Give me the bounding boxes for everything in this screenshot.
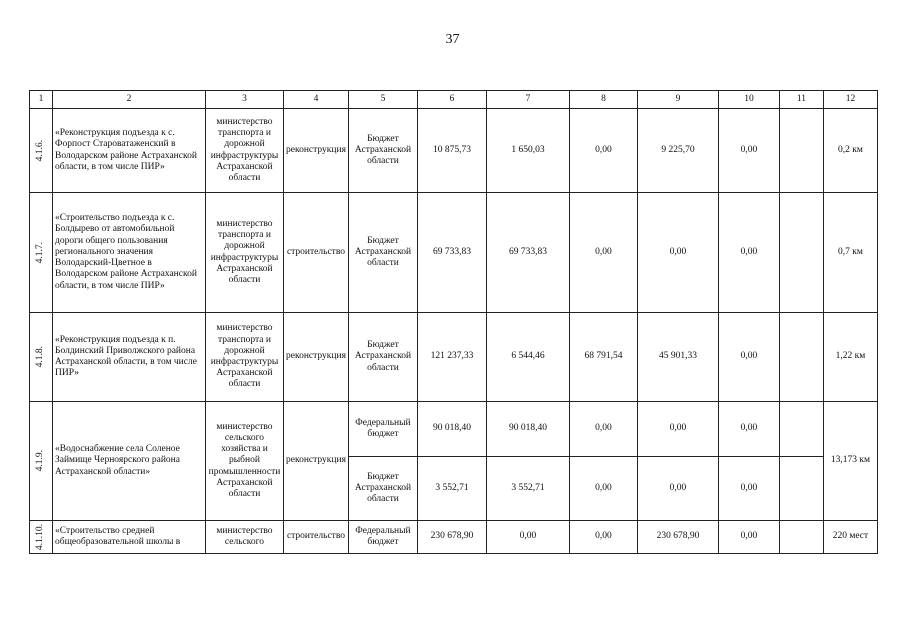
value-col6: 90 018,40 [417, 402, 486, 457]
value-col11 [779, 521, 823, 554]
column-header: 2 [53, 91, 206, 109]
funding-source: Бюджет Астраханской области [348, 193, 417, 313]
value-col10: 0,00 [718, 109, 779, 193]
value-col9: 230 678,90 [637, 521, 718, 554]
table-row [30, 313, 878, 402]
table-row [30, 402, 878, 457]
value-col8: 0,00 [569, 109, 637, 193]
program-table [29, 90, 878, 554]
item-type: строительство [284, 193, 349, 313]
value-col11 [779, 193, 823, 313]
item-name: «Строительство подъезда к с. Болдырево от автомобильной дороги общего пользования регионального значения Володарский-Цветное в Володарском районе Астраханской области, в том числе ПИР» [53, 193, 206, 313]
funding-source: Федеральный бюджет [348, 521, 417, 554]
item-number-cell [30, 193, 53, 313]
column-header: 5 [348, 91, 417, 109]
item-name: «Водоснабжение села Соленое Займище Черноярского района Астраханской области» [53, 402, 206, 521]
item-name: «Реконструкция подъезда к п. Болдинский Приволжского района Астраханской области, в том числе ПИР» [53, 313, 206, 402]
item-number-cell [30, 109, 53, 193]
item-name: «Строительство средней общеобразовательной школы в [53, 521, 206, 554]
funding-source: Федеральный бюджет [348, 402, 417, 457]
item-executor: министерство транспорта и дорожной инфраструктуры Астраханской области [206, 109, 284, 193]
item-type: реконструкция [284, 313, 349, 402]
value-col7: 69 733,83 [486, 193, 569, 313]
item-executor: министерство транспорта и дорожной инфраструктуры Астраханской области [206, 313, 284, 402]
value-col6: 3 552,71 [417, 457, 486, 521]
value-col11 [779, 313, 823, 402]
item-type: реконструкция [284, 402, 349, 521]
column-header: 10 [718, 91, 779, 109]
column-header: 3 [206, 91, 284, 109]
item-executor: министерство транспорта и дорожной инфраструктуры Астраханской области [206, 193, 284, 313]
item-number-cell [30, 402, 53, 521]
table-row [30, 109, 878, 193]
column-header: 9 [637, 91, 718, 109]
value-col9: 0,00 [637, 457, 718, 521]
value-col10: 0,00 [718, 313, 779, 402]
column-header: 1 [30, 91, 53, 109]
item-name: «Реконструкция подъезда к с. Форпост Староватаженский в Володарском районе Астраханской области, в том числе ПИР» [53, 109, 206, 193]
funding-source: Бюджет Астраханской области [348, 109, 417, 193]
item-number: 4.1.7. [35, 241, 46, 264]
value-col10: 0,00 [718, 457, 779, 521]
value-col7: 90 018,40 [486, 402, 569, 457]
value-col7: 6 544,46 [486, 313, 569, 402]
item-result: 0,2 км [823, 109, 877, 193]
item-number: 4.1.6. [35, 139, 46, 162]
value-col6: 10 875,73 [417, 109, 486, 193]
item-number-cell [30, 313, 53, 402]
value-col7: 3 552,71 [486, 457, 569, 521]
page-number: 37 [445, 32, 460, 47]
value-col9: 45 901,33 [637, 313, 718, 402]
value-col6: 230 678,90 [417, 521, 486, 554]
column-header: 4 [284, 91, 349, 109]
value-col8: 0,00 [569, 193, 637, 313]
value-col10: 0,00 [718, 402, 779, 457]
value-col9: 0,00 [637, 402, 718, 457]
funding-source: Бюджет Астраханской области [348, 313, 417, 402]
item-result: 1,22 км [823, 313, 877, 402]
item-result: 220 мест [823, 521, 877, 554]
value-col9: 9 225,70 [637, 109, 718, 193]
item-type: строительство [284, 521, 349, 554]
value-col9: 0,00 [637, 193, 718, 313]
value-col10: 0,00 [718, 521, 779, 554]
value-col6: 69 733,83 [417, 193, 486, 313]
value-col8: 0,00 [569, 402, 637, 457]
value-col8: 0,00 [569, 457, 637, 521]
column-header: 6 [417, 91, 486, 109]
item-number: 4.1.10. [35, 523, 46, 551]
value-col7: 1 650,03 [486, 109, 569, 193]
table-row [30, 193, 878, 313]
table-row [30, 521, 878, 554]
value-col11 [779, 457, 823, 521]
value-col10: 0,00 [718, 193, 779, 313]
item-result: 13,173 км [823, 402, 877, 521]
item-executor: министерство сельского хозяйства и рыбной промышленности Астраханской области [206, 402, 284, 521]
funding-source: Бюджет Астраханской области [348, 457, 417, 521]
value-col8: 0,00 [569, 521, 637, 554]
item-executor: министерство сельского [206, 521, 284, 554]
column-header: 11 [779, 91, 823, 109]
item-number: 4.1.8. [35, 346, 46, 368]
item-number-cell [30, 521, 53, 554]
column-header-row [30, 91, 878, 109]
value-col8: 68 791,54 [569, 313, 637, 402]
value-col6: 121 237,33 [417, 313, 486, 402]
column-header: 8 [569, 91, 637, 109]
value-col11 [779, 402, 823, 457]
item-result: 0,7 км [823, 193, 877, 313]
column-header: 12 [823, 91, 877, 109]
item-number: 4.1.9. [35, 450, 46, 472]
value-col11 [779, 109, 823, 193]
column-header: 7 [486, 91, 569, 109]
value-col7: 0,00 [486, 521, 569, 554]
item-type: реконструкция [284, 109, 349, 193]
